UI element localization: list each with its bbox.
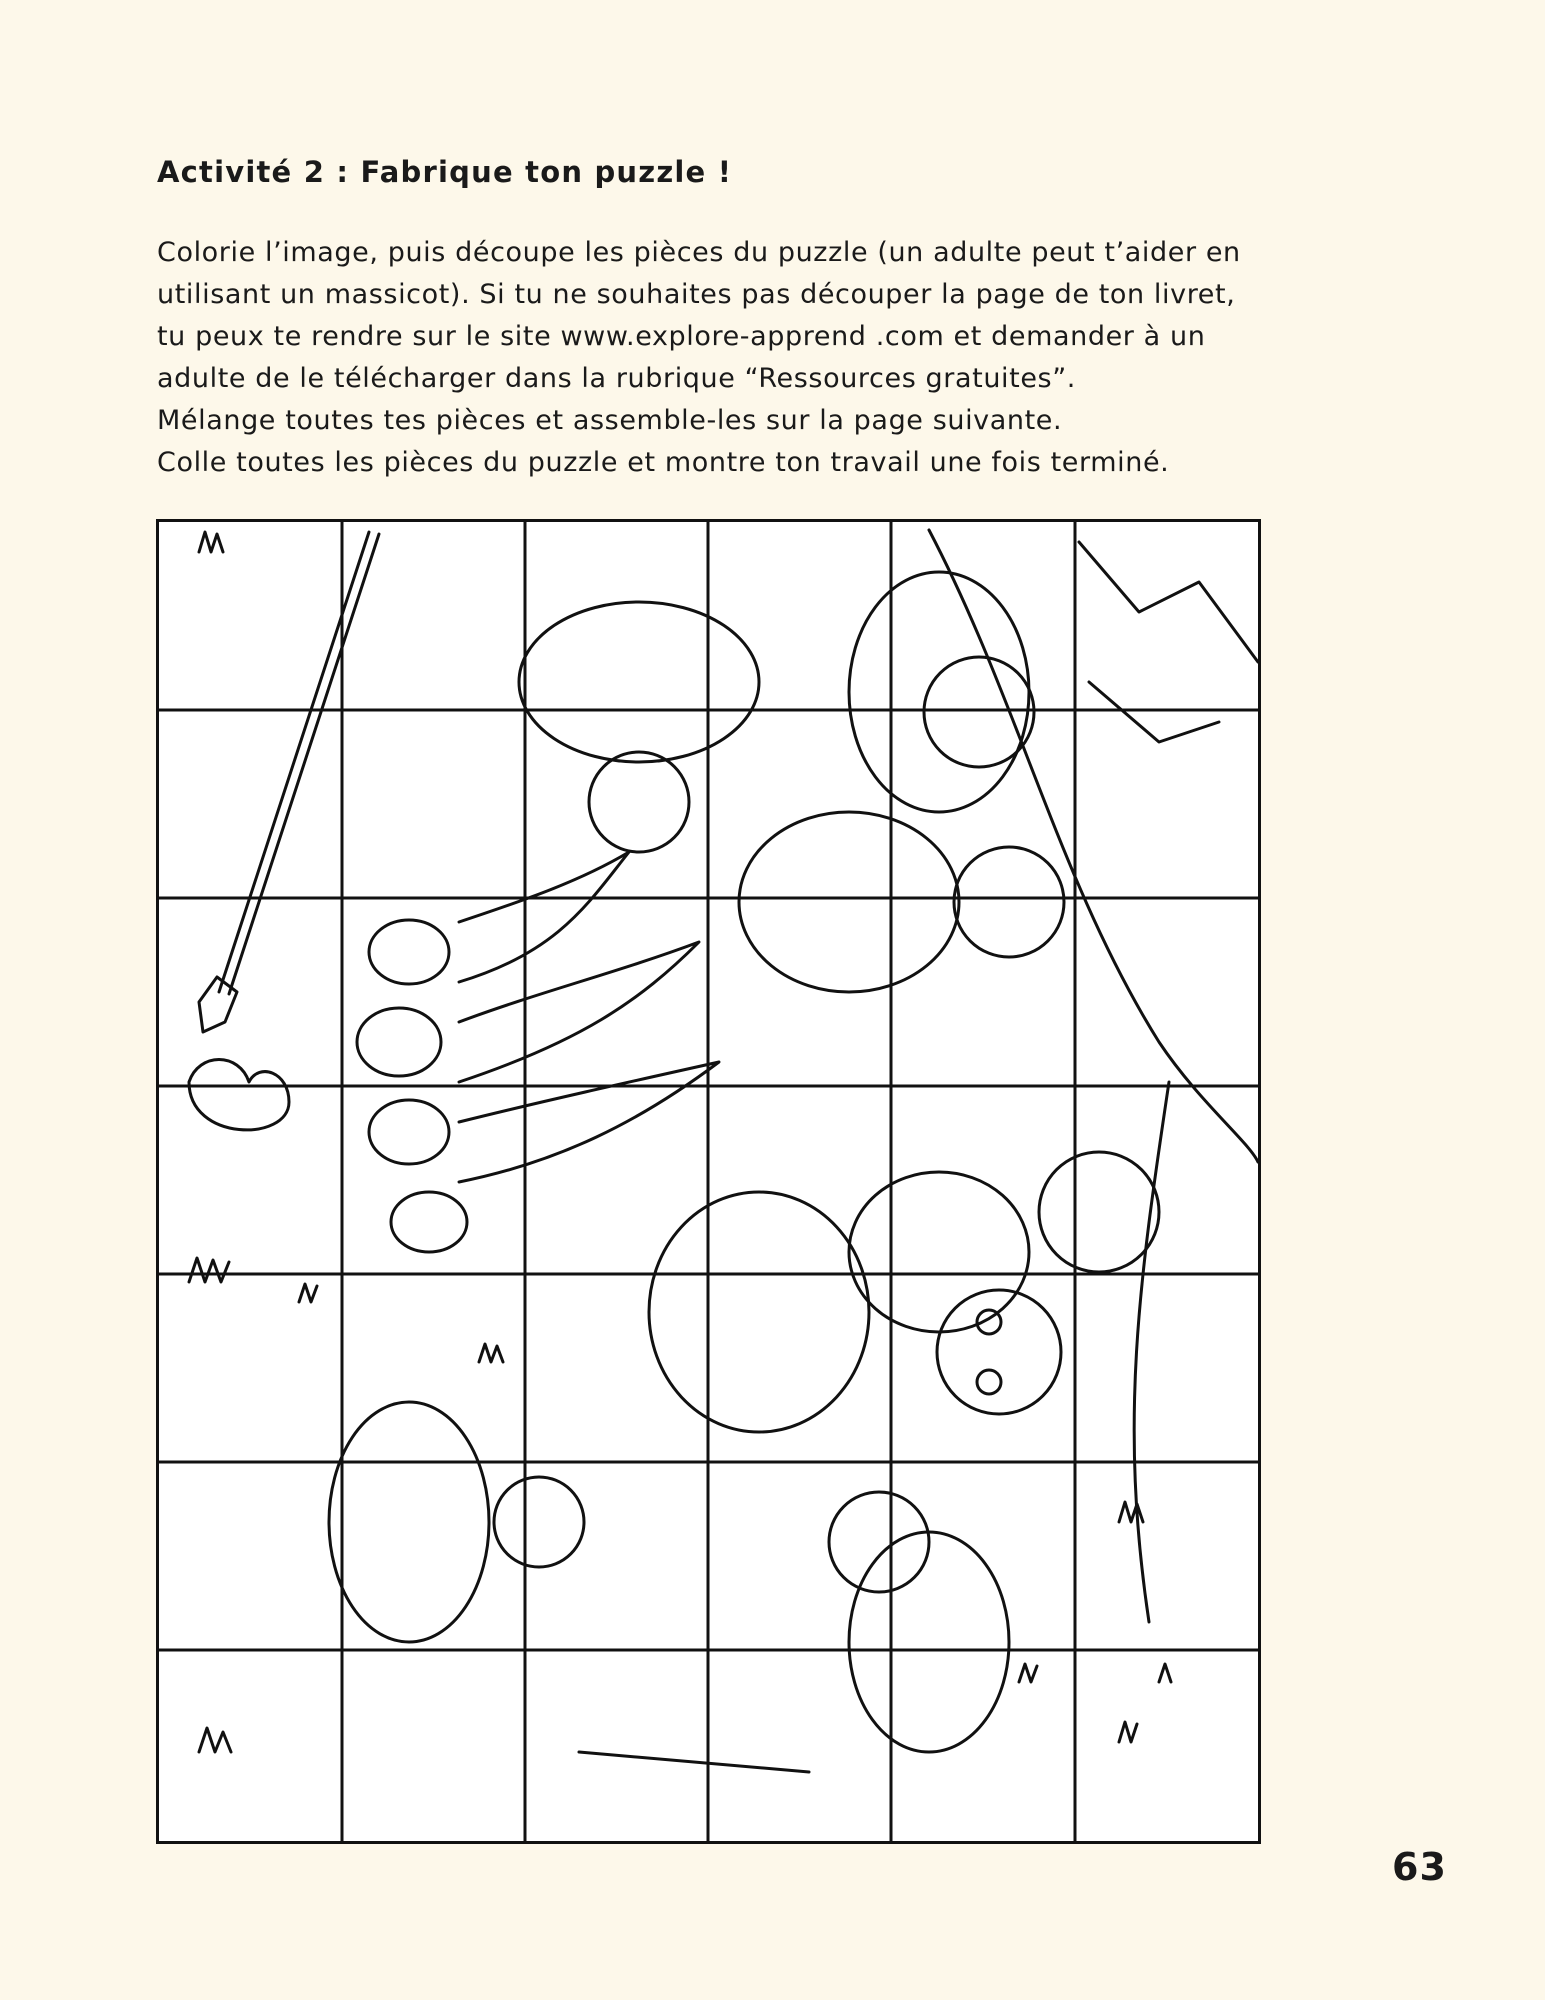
grass-tuft [199,532,223,552]
eye [977,1370,1001,1394]
instruction-line: Colorie l’image, puis découpe les pièces du puzzle (un adulte peut t’aider en [157,237,1241,268]
character-body [649,1192,869,1432]
character-body [849,1172,1029,1332]
puzzle-coloring-image [156,519,1261,1844]
mountain [1079,542,1258,662]
bush [189,1060,289,1130]
character-head [954,847,1064,957]
grass-tuft [1159,1664,1171,1682]
rock [357,1008,441,1076]
character-head [937,1290,1061,1414]
flame [459,1062,719,1182]
character-head [924,657,1034,767]
coloring-illustration [159,522,1258,1841]
character-body [519,602,759,762]
character-body [739,812,959,992]
character-body [329,1402,489,1642]
instruction-line: tu peux te rendre sur le site www.explore-apprend .com et demander à un [157,321,1206,352]
instructions [157,232,1417,484]
grass-tuft [1119,1722,1137,1742]
puzzle-grid [159,522,1258,1841]
rock [369,920,449,984]
grass-tuft [1019,1664,1037,1682]
ground-curve [1134,1082,1169,1622]
flame [459,852,629,982]
grass-tuft [1119,1502,1143,1522]
grass-tuft [479,1344,503,1362]
character-head [494,1477,584,1567]
character-head [1039,1152,1159,1272]
rock [391,1192,467,1252]
character-head [829,1492,929,1592]
grass-tuft [199,1728,231,1752]
spear-shaft [219,532,369,992]
character-body [849,1532,1009,1752]
flame [459,942,699,1082]
character-head [589,752,689,852]
instruction-line: Mélange toutes tes pièces et assemble-les sur la page suivante. [157,405,1063,436]
hillside [929,530,1258,1162]
grass-tuft [299,1284,317,1302]
activity-title: Activité 2 : Fabrique ton puzzle ! [157,155,733,189]
page-number: 63 [1392,1845,1447,1889]
spear-shaft-edge [229,534,379,994]
instruction-line: adulte de le télécharger dans la rubrique “Ressources gratuites”. [157,363,1076,394]
instruction-line: Colle toutes les pièces du puzzle et montre ton travail une fois terminé. [157,447,1170,478]
mountain-ridge [1089,682,1219,742]
grass-tuft [189,1258,229,1282]
rock [369,1100,449,1164]
walking-stick [579,1752,809,1772]
instruction-line: utilisant un massicot). Si tu ne souhaites pas découper la page de ton livret, [157,279,1236,310]
